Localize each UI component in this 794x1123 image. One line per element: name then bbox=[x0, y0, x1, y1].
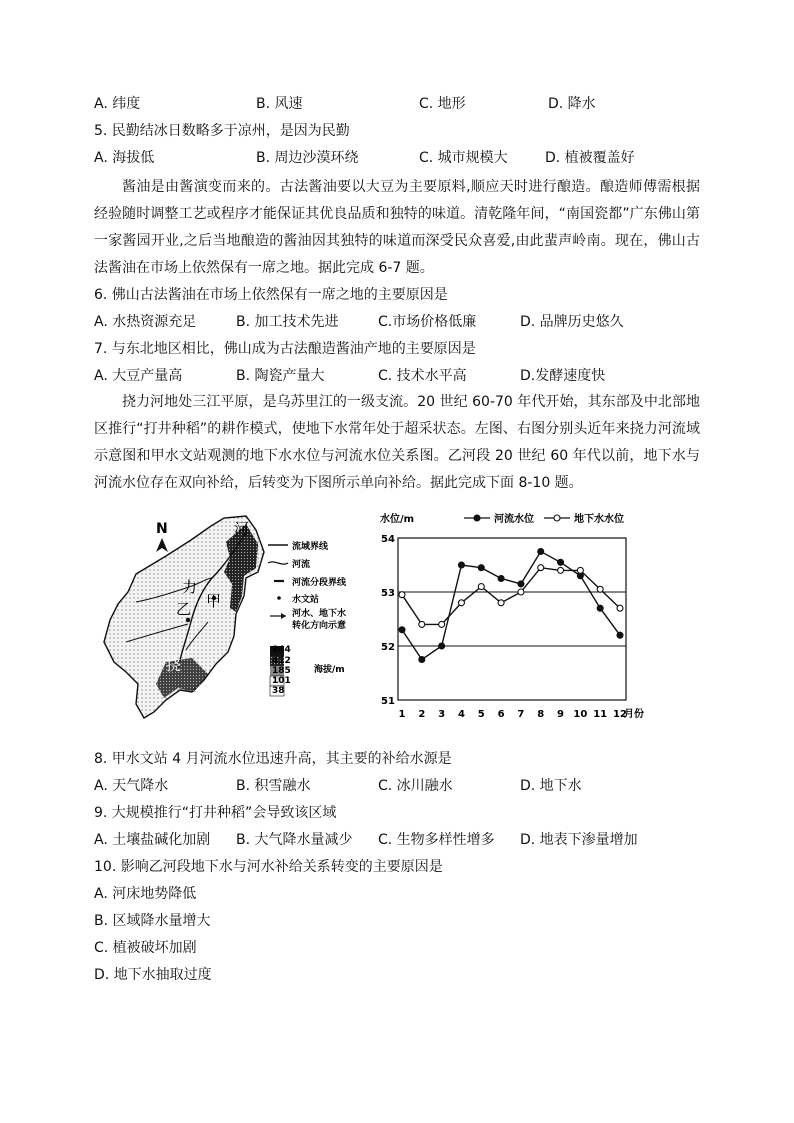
svg-text:N: N bbox=[156, 521, 168, 537]
river-level-point bbox=[439, 643, 445, 649]
passage-soy-text: 酱油是由酱演变而来的。古法酱油要以大豆为主要原料,顺应天时进行酿造。酿造师傅需根据经验随时调整工艺或程序才能保证其优良品质和独特的味道。清乾隆年间，“南国瓷都”广东佛山第一家酱园开业,之后当地酿造的酱油因其独特的味道而深受民众喜爱,由此蜚声岭南。现在，佛山古法酱油在市场上依然保有一席之地。据此完成 6-7 题。 bbox=[94, 179, 700, 276]
groundwater-level-point bbox=[577, 567, 583, 573]
elevation-title: 海拔/m bbox=[314, 665, 345, 675]
q8-option-c[interactable]: C. 冰川融水 bbox=[378, 778, 453, 794]
groundwater-level-point bbox=[558, 567, 564, 573]
q7-option-a[interactable]: A. 大豆产量高 bbox=[94, 368, 183, 384]
river-level-point bbox=[478, 565, 484, 571]
legend-exchange-2: 转化方向示意 bbox=[292, 621, 347, 631]
river-level-point bbox=[419, 657, 425, 663]
q10-option-d[interactable]: D. 地下水抽取过度 bbox=[94, 967, 212, 983]
groundwater-level-point bbox=[458, 600, 464, 606]
passage-river-text: 挠力河地处三江平原，是乌苏里江的一级支流。20 世纪 60-70 年代开始，其东部及中北部地区推行“打井种稻”的耕作模式，使地下水常年处于超采状态。左图、右图分别头近年来挠力河流域示意图和甲水文站观测的地下水水位与河流水位关系图。乙河段 20 世纪 60 年代以前，地下水与河流水位存在双向补给，后转变为下图所示单向补给。据此完成下面 8-10 题。 bbox=[94, 394, 700, 491]
legend-label: 河流水位 bbox=[494, 514, 534, 525]
legend-exchange-1: 河水、地下水 bbox=[292, 609, 347, 619]
q9-stem: 9. 大规模推行“打井种稻”会导致该区域 bbox=[94, 805, 337, 821]
x-axis-label: 月份 bbox=[624, 709, 644, 720]
x-tick-label: 9 bbox=[557, 709, 565, 720]
q5-option-b[interactable]: B. 周边沙漠环绕 bbox=[256, 150, 359, 166]
q5-option-d[interactable]: D. 植被覆盖好 bbox=[545, 150, 635, 166]
river-level-point bbox=[558, 559, 564, 565]
series-line bbox=[402, 568, 620, 625]
basin-map bbox=[96, 512, 368, 724]
y-tick-label: 54 bbox=[381, 534, 395, 545]
elev-101: 101 bbox=[272, 676, 291, 686]
q7-option-d[interactable]: D.发酵速度快 bbox=[520, 368, 606, 384]
river-level-point bbox=[617, 632, 623, 638]
groundwater-level-point bbox=[518, 589, 524, 595]
groundwater-level-point bbox=[597, 586, 603, 592]
station-yi bbox=[186, 618, 190, 622]
north-arrow bbox=[156, 521, 168, 552]
legend-segment: 河流分段界线 bbox=[292, 578, 347, 588]
river-level-point bbox=[498, 576, 504, 582]
q7-stem: 7. 与东北地区相比，佛山成为古法酿造酱油产地的主要原因是 bbox=[94, 341, 476, 357]
river-level-point bbox=[458, 562, 464, 568]
q4-option-b[interactable]: B. 风速 bbox=[256, 96, 303, 112]
x-tick-label: 11 bbox=[593, 709, 608, 720]
x-tick-label: 6 bbox=[497, 709, 505, 720]
q6-option-d[interactable]: D. 品牌历史悠久 bbox=[520, 314, 624, 330]
q4-option-d[interactable]: D. 降水 bbox=[548, 96, 596, 112]
groundwater-level-point bbox=[439, 621, 445, 627]
x-tick-label: 10 bbox=[573, 709, 588, 720]
label-jia: 甲 bbox=[206, 592, 222, 610]
groundwater-level-point bbox=[538, 565, 544, 571]
legend-marker bbox=[474, 515, 480, 521]
elev-412: 412 bbox=[272, 656, 291, 666]
elev-844: 844 bbox=[272, 645, 291, 655]
label-li: 力 bbox=[182, 578, 198, 596]
q10-option-c[interactable]: C. 植被破坏加剧 bbox=[94, 940, 197, 956]
water-level-chart bbox=[378, 508, 650, 724]
legend-river: 河流 bbox=[292, 560, 311, 570]
x-tick-label: 5 bbox=[477, 709, 485, 720]
q5-option-a[interactable]: A. 海拔低 bbox=[94, 150, 155, 166]
y-tick-label: 51 bbox=[381, 696, 395, 707]
river-level-point bbox=[399, 627, 405, 633]
q5-option-c[interactable]: C. 城市规模大 bbox=[419, 150, 508, 166]
q7-option-b[interactable]: B. 陶瓷产量大 bbox=[236, 368, 325, 384]
groundwater-level-point bbox=[419, 621, 425, 627]
q4-option-a[interactable]: A. 纬度 bbox=[94, 96, 141, 112]
q8-option-d[interactable]: D. 地下水 bbox=[520, 778, 582, 794]
passage-soy-sauce bbox=[94, 174, 700, 282]
legend-station: 水文站 bbox=[292, 595, 320, 605]
elevation-scale bbox=[270, 645, 345, 696]
q4-option-c[interactable]: C. 地形 bbox=[419, 96, 466, 112]
river-level-point bbox=[597, 605, 603, 611]
legend-boundary: 流域界线 bbox=[292, 542, 329, 552]
map-legend bbox=[268, 540, 347, 631]
q6-option-c[interactable]: C.市场价格低廉 bbox=[378, 314, 477, 330]
q5-stem: 5. 民勤结冰日数略多于凉州，是因为民勤 bbox=[94, 123, 350, 139]
groundwater-level-point bbox=[399, 592, 405, 598]
q9-option-c[interactable]: C. 生物多样性增多 bbox=[378, 832, 495, 848]
elev-185: 185 bbox=[272, 666, 291, 676]
q6-stem: 6. 佛山古法酱油在市场上依然保有一席之地的主要原因是 bbox=[94, 287, 448, 303]
x-tick-label: 1 bbox=[398, 709, 406, 720]
q10-stem: 10. 影响乙河段地下水与河水补给关系转变的主要原因是 bbox=[94, 859, 443, 875]
label-yi: 乙 bbox=[176, 600, 192, 618]
x-tick-label: 4 bbox=[457, 709, 465, 720]
q7-option-c[interactable]: C. 技术水平高 bbox=[378, 368, 467, 384]
river-level-point bbox=[538, 549, 544, 555]
q8-option-b[interactable]: B. 积雪融水 bbox=[236, 778, 311, 794]
x-tick-label: 2 bbox=[418, 709, 426, 720]
groundwater-level-point bbox=[498, 600, 504, 606]
y-tick-label: 52 bbox=[381, 642, 395, 653]
q9-option-b[interactable]: B. 大气降水量减少 bbox=[236, 832, 353, 848]
q9-option-a[interactable]: A. 土壤盐碱化加剧 bbox=[94, 832, 211, 848]
q9-option-d[interactable]: D. 地表下渗量增加 bbox=[520, 832, 638, 848]
label-he: 河 bbox=[234, 520, 250, 538]
plot-frame bbox=[398, 538, 626, 700]
y-axis-label: 水位/m bbox=[380, 514, 415, 525]
x-tick-label: 3 bbox=[438, 709, 446, 720]
legend-label: 地下水水位 bbox=[574, 514, 624, 525]
q8-option-a[interactable]: A. 天气降水 bbox=[94, 778, 169, 794]
q10-option-b[interactable]: B. 区域降水量增大 bbox=[94, 913, 211, 929]
x-tick-label: 8 bbox=[537, 709, 545, 720]
series-line bbox=[402, 552, 620, 660]
passage-naoli-river bbox=[94, 389, 700, 497]
river-level-point bbox=[518, 581, 524, 587]
legend-marker bbox=[554, 515, 560, 521]
q8-stem: 8. 甲水文站 4 月河流水位迅速升高，其主要的补给水源是 bbox=[94, 751, 452, 767]
groundwater-level-point bbox=[478, 584, 484, 590]
label-nao: 挠 bbox=[166, 656, 182, 674]
elev-38: 38 bbox=[272, 686, 285, 696]
q6-option-a[interactable]: A. 水热资源充足 bbox=[94, 314, 197, 330]
x-tick-label: 12 bbox=[613, 709, 627, 720]
groundwater-level-point bbox=[617, 605, 623, 611]
x-tick-label: 7 bbox=[517, 709, 525, 720]
q6-option-b[interactable]: B. 加工技术先进 bbox=[236, 314, 339, 330]
y-tick-label: 53 bbox=[381, 588, 395, 599]
q10-option-a[interactable]: A. 河床地势降低 bbox=[94, 886, 197, 902]
